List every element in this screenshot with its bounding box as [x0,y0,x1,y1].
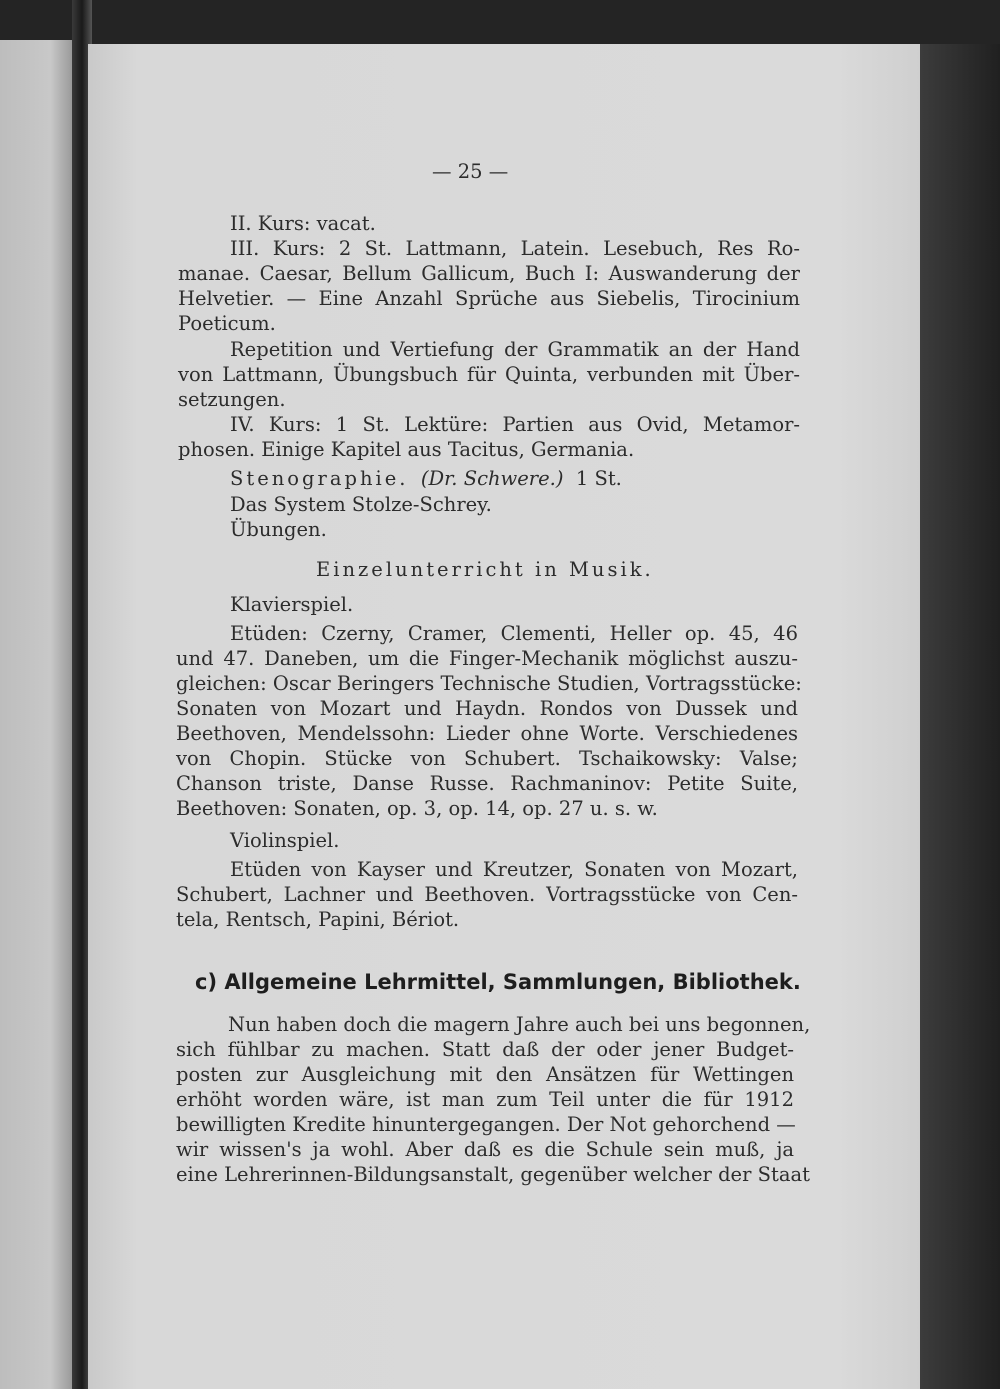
text-line: Übungen. [230,518,327,541]
text-line: II. Kurs: vacat. [230,212,376,235]
text-line: Beethoven: Sonaten, op. 3, op. 14, op. 27 u. s. w. [176,797,658,820]
text-line: Nun haben doch die magern Jahre auch bei uns begonnen, [228,1013,811,1036]
text-line: III. Kurs: 2 St. Lattmann, Latein. Lesebuch, Res Ro- [230,237,800,260]
text-line: IV. Kurs: 1 St. Lektüre: Partien aus Ovid, Metamor- [230,413,800,436]
text-line: Poeticum. [178,312,276,335]
text-line: gleichen: Oscar Beringers Technische Studien, Vortragsstücke: [176,672,802,695]
text-line: Violinspiel. [230,829,340,852]
text-line: Sonaten von Mozart und Haydn. Rondos von Dussek und [176,697,798,720]
text-line: tela, Rentsch, Papini, Bériot. [176,908,460,931]
text-line: erhöht worden wäre, ist man zum Teil unter die für 1912 [176,1088,794,1111]
section-title: Einzelunterricht in Musik. [316,558,654,581]
text-line: Etüden: Czerny, Cramer, Clementi, Heller op. 45, 46 [230,622,798,645]
text-line: Repetition und Vertiefung der Grammatik an der Hand [230,338,800,361]
text-line: Schubert, Lachner und Beethoven. Vortragsstücke von Cen- [176,883,798,906]
text-line: bewilligten Kredite hinuntergegangen. Der Not gehorchend — [176,1113,796,1136]
text-line: Etüden von Kayser und Kreutzer, Sonaten von Mozart, [230,858,798,881]
section-heading: c) Allgemeine Lehrmittel, Sammlungen, Bibliothek. [195,970,801,994]
stenographie-line [230,467,622,490]
left-page-edge [0,40,72,1389]
text-line: von Chopin. Stücke von Schubert. Tschaikowsky: Valse; [176,747,798,770]
teacher-name: (Dr. Schwere.) [420,467,564,490]
text-line: sich fühlbar zu machen. Statt daß der oder jener Budget- [176,1038,794,1061]
scan-background-right [920,44,1000,1389]
text-line: und 47. Daneben, um die Finger-Mechanik möglichst auszu- [176,647,798,670]
text-line: setzungen. [178,388,286,411]
text-line: Klavierspiel. [230,593,354,616]
page-number: — 25 — [432,160,509,183]
text-line: von Lattmann, Übungsbuch für Quinta, verbunden mit Über- [178,363,800,386]
text-line: posten zur Ausgleichung mit den Ansätzen für Wettingen [176,1063,794,1086]
text-line: Helvetier. — Eine Anzahl Sprüche aus Siebelis, Tirocinium [178,287,800,310]
text-line: Chanson triste, Danse Russe. Rachmaninov: Petite Suite, [176,772,798,795]
text-line: Das System Stolze-Schrey. [230,493,492,516]
text-line: eine Lehrerinnen-Bildungsanstalt, gegenüber welcher der Staat [176,1163,810,1186]
text-line: manae. Caesar, Bellum Gallicum, Buch I: Auswanderung der [178,262,800,285]
subject-title: Stenographie. [230,467,409,490]
hours: 1 St. [575,467,622,490]
text-line: phosen. Einige Kapitel aus Tacitus, Germania. [178,438,635,461]
scan-background-top [0,0,1000,44]
text-line: Beethoven, Mendelssohn: Lieder ohne Worte. Verschiedenes [176,722,798,745]
text-line: wir wissen's ja wohl. Aber daß es die Schule sein muß, ja [176,1138,794,1161]
